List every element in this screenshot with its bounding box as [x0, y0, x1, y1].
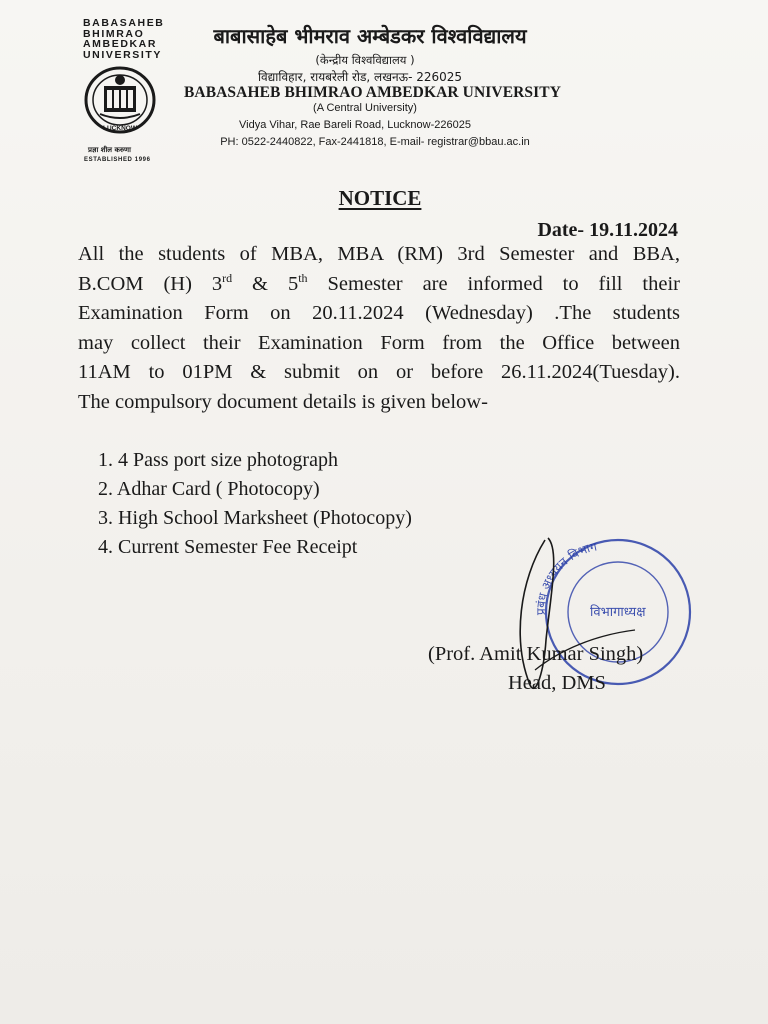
signatory-name: (Prof. Amit Kumar Singh): [428, 643, 644, 665]
central-university-english: (A Central University): [313, 102, 417, 114]
logo-motto: प्रज्ञा शील करुणा: [88, 146, 131, 154]
ordinal-superscript: th: [298, 270, 308, 285]
notice-body-line: All the students of MBA, MBA (RM) 3rd Semester and BBA,: [78, 243, 680, 265]
body-text-fragment: Semester are informed to fill their: [307, 272, 680, 295]
stamp-center-text: विभागाध्यक्ष: [590, 605, 646, 620]
required-documents-list: [98, 446, 412, 562]
logo-name-line: BABASAHEB: [83, 17, 165, 29]
logo-name-line: AMBEDKAR: [83, 38, 158, 50]
address-english: Vidya Vihar, Rae Bareli Road, Lucknow-226025: [239, 119, 471, 131]
notice-title: NOTICE: [338, 186, 422, 210]
signatory-designation: Head, DMS: [508, 672, 606, 694]
logo-name-line: UNIVERSITY: [83, 48, 163, 61]
notice-body: [78, 240, 680, 417]
stamp-text: प्रबंध अध्ययन विभाग: [533, 539, 599, 616]
logo-ring-text: LUCKNOW: [103, 125, 137, 132]
notice-date: Date- 19.11.2024: [537, 219, 678, 241]
list-item: 1. 4 Pass port size photograph: [98, 449, 338, 471]
logo-established: ESTABLISHED 1996: [84, 157, 151, 163]
svg-text:प्रबंध अध्ययन विभाग: [534, 539, 598, 615]
central-university-hindi: (केन्द्रीय विश्वविद्यालय ): [315, 53, 415, 67]
university-name-hindi: बाबासाहेब भीमराव अम्बेडकर विश्वविद्यालय: [213, 24, 527, 48]
ordinal-superscript: rd: [222, 270, 233, 285]
logo-name-block: [83, 17, 165, 61]
notice-body-line: The compulsory document details is given below-: [78, 390, 488, 413]
logo-name-line: BHIMRAO: [83, 27, 145, 40]
list-item: 2. Adhar Card ( Photocopy): [98, 478, 320, 500]
notice-body-line: 11AM to 01PM & submit on or before 26.11.2024(Tuesday).: [78, 361, 680, 383]
list-item: 4. Current Semester Fee Receipt: [98, 536, 358, 558]
notice-body-line-superscripts: [78, 270, 680, 300]
address-hindi: विद्याविहार, रायबरेली रोड, लखनऊ- 226025: [257, 70, 463, 84]
university-name-english: BABASAHEB BHIMRAO AMBEDKAR UNIVERSITY: [183, 84, 562, 101]
notice-body-line: may collect their Examination Form from the Office between: [78, 331, 680, 354]
notice-body-line: Examination Form on 20.11.2024 (Wednesday) .The students: [78, 302, 680, 324]
list-item: 3. High School Marksheet (Photocopy): [98, 507, 412, 529]
body-text-fragment: & 5: [232, 272, 299, 295]
contact-details: PH: 0522-2440822, Fax-2441818, E-mail- registrar@bbau.ac.in: [220, 136, 530, 148]
body-text-fragment: B.COM (H) 3: [78, 272, 223, 295]
